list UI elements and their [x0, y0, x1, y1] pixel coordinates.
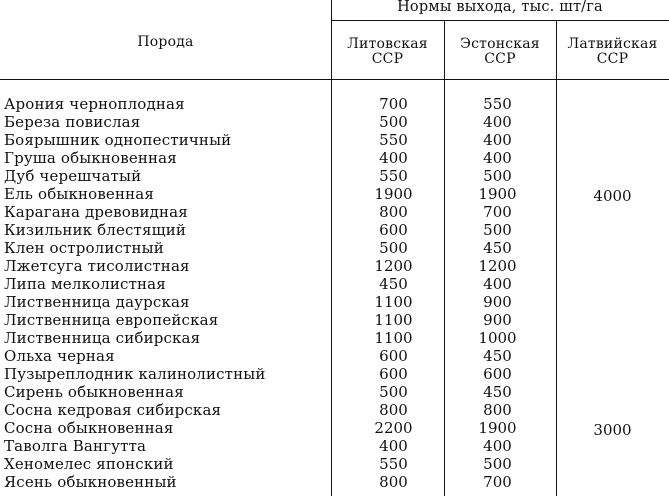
lithuania-header-line1: Литовская: [347, 36, 428, 52]
species-name: Кизильник блестящий: [4, 221, 187, 239]
species-name: Карагана древовидная: [4, 203, 188, 221]
species-name: Лиственница сибирская: [4, 329, 201, 347]
table-row: [0, 149, 669, 167]
lithuania-header-line2: ССР: [371, 51, 404, 67]
latvia-header-line1: Латвийская: [567, 36, 658, 52]
latvia-header-line2: ССР: [596, 51, 629, 67]
lithuania-value: 1100: [374, 311, 413, 329]
estonia-value: 400: [483, 437, 512, 455]
latvia-value-lower: 3000: [593, 421, 632, 439]
lithuania-value: 500: [379, 383, 408, 401]
lithuania-value: 600: [379, 347, 408, 365]
species-name: Сосна обыкновенная: [4, 419, 174, 437]
species-name: Ель обыкновенная: [4, 185, 154, 203]
header-bottom-rule: [0, 79, 669, 80]
estonia-value: 450: [483, 383, 512, 401]
species-name: Ольха черная: [4, 347, 115, 365]
table-row: [0, 221, 669, 239]
lithuania-value: 500: [379, 239, 408, 257]
estonia-value: 500: [483, 221, 512, 239]
lithuania-value: 450: [379, 275, 408, 293]
lithuania-value: 550: [379, 455, 408, 473]
table-row: [0, 203, 669, 221]
estonia-column-header: [444, 37, 556, 67]
species-name: Клен остролистный: [4, 239, 164, 257]
table-row: [0, 311, 669, 329]
table-row: [0, 113, 669, 131]
estonia-header-line1: Эстонская: [460, 36, 540, 52]
latvia-value-upper: 4000: [593, 187, 632, 205]
estonia-header-line2: ССР: [484, 51, 516, 67]
estonia-value: 400: [483, 131, 512, 149]
estonia-value: 400: [483, 149, 512, 167]
estonia-value: 700: [483, 473, 512, 491]
estonia-value: 500: [483, 455, 512, 473]
estonia-value: 600: [483, 365, 512, 383]
species-name: Пузыреплодник калинолистный: [4, 365, 266, 383]
lithuania-value: 2200: [374, 419, 413, 437]
lithuania-value: 800: [379, 473, 408, 491]
table-row: [0, 131, 669, 149]
estonia-value: 1200: [478, 257, 517, 275]
lithuania-value: 600: [379, 221, 408, 239]
lithuania-value: 400: [379, 149, 408, 167]
table-row: [0, 239, 669, 257]
estonia-value: 500: [483, 167, 512, 185]
estonia-value: 900: [483, 311, 512, 329]
lithuania-value: 700: [379, 95, 408, 113]
table-row: [0, 473, 669, 491]
species-name: Липа мелколистная: [4, 275, 166, 293]
lithuania-value: 400: [379, 437, 408, 455]
table-row: [0, 95, 669, 113]
species-name: Боярышник однопестичный: [4, 131, 232, 149]
species-name: Береза повислая: [4, 113, 141, 131]
species-name: Лжетсуга тисолистная: [4, 257, 190, 275]
lithuania-value: 550: [379, 131, 408, 149]
lithuania-value: 1200: [374, 257, 413, 275]
estonia-value: 800: [483, 401, 512, 419]
species-name: Дуб черешчатый: [4, 167, 142, 185]
table-row: [0, 401, 669, 419]
lithuania-value: 800: [379, 401, 408, 419]
lithuania-value: 550: [379, 167, 408, 185]
table-row: [0, 167, 669, 185]
species-name: Сосна кедровая сибирская: [4, 401, 222, 419]
estonia-value: 400: [483, 113, 512, 131]
estonia-value: 700: [483, 203, 512, 221]
estonia-value: 550: [483, 95, 512, 113]
latvia-column-header: [556, 37, 669, 67]
estonia-value: 900: [483, 293, 512, 311]
table-row: [0, 329, 669, 347]
estonia-value: 400: [483, 275, 512, 293]
estonia-value: 450: [483, 239, 512, 257]
species-name: Лиственница европейская: [4, 311, 219, 329]
estonia-value: 1900: [478, 185, 517, 203]
lithuania-column-header: [331, 37, 444, 67]
table-row: [0, 275, 669, 293]
table-row: [0, 455, 669, 473]
lithuania-value: 1100: [374, 293, 413, 311]
table-row: [0, 365, 669, 383]
species-name: Сирень обыкновенная: [4, 383, 184, 401]
table-row: [0, 293, 669, 311]
table-row: [0, 437, 669, 455]
group-header-underline: [331, 20, 669, 21]
estonia-value: 450: [483, 347, 512, 365]
species-column-header: Порода: [137, 34, 194, 50]
species-name: Таволга Вангутта: [4, 437, 147, 455]
species-name: Ясень обыкновенный: [4, 473, 177, 491]
lithuania-value: 800: [379, 203, 408, 221]
species-name: Хеномелес японский: [4, 455, 174, 473]
group-header-title: Нормы выхода, тыс. шт/га: [397, 0, 603, 15]
lithuania-value: 500: [379, 113, 408, 131]
species-name: Груша обыкновенная: [4, 149, 177, 167]
table-row: [0, 347, 669, 365]
lithuania-value: 1900: [374, 185, 413, 203]
lithuania-value: 1100: [374, 329, 413, 347]
species-name: Лиственница даурская: [4, 293, 190, 311]
table-row: [0, 257, 669, 275]
estonia-value: 1000: [478, 329, 517, 347]
species-name: Арония черноплодная: [4, 95, 185, 113]
table-row: [0, 383, 669, 401]
estonia-value: 1900: [478, 419, 517, 437]
lithuania-value: 600: [379, 365, 408, 383]
